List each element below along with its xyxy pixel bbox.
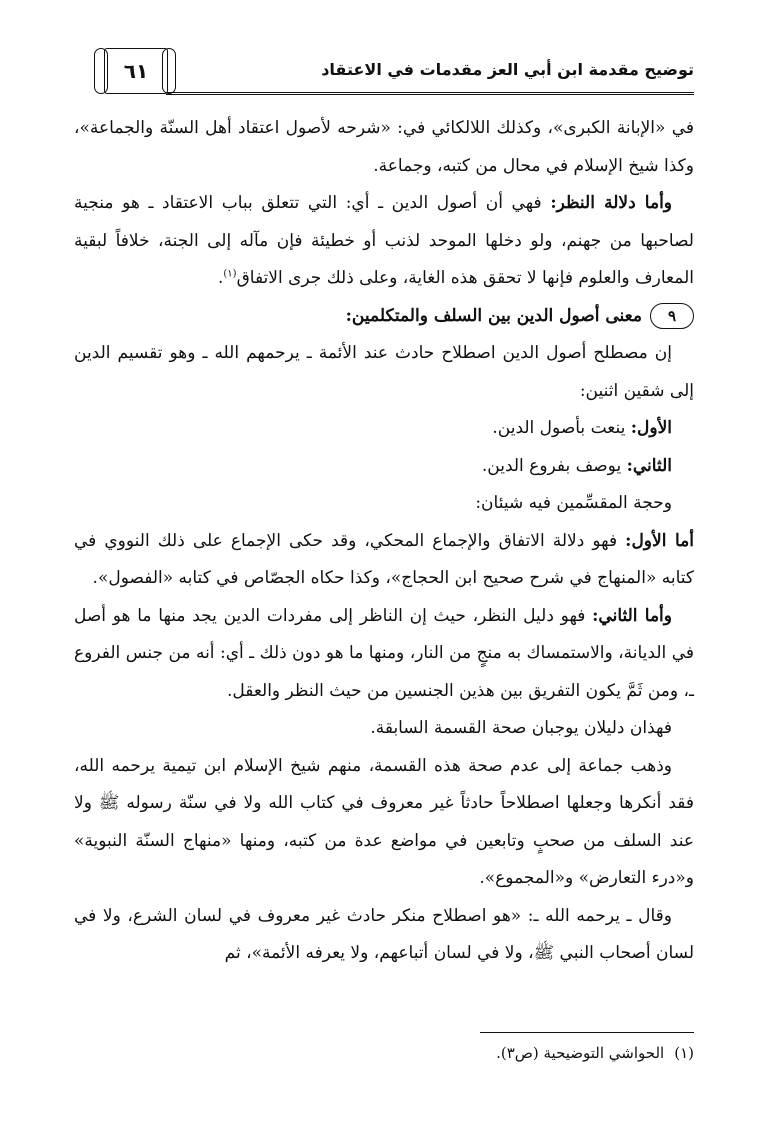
list-item-first bbox=[74, 410, 694, 448]
paragraph-5 bbox=[74, 523, 694, 598]
list-item-second bbox=[74, 448, 694, 486]
main-text bbox=[74, 110, 694, 973]
paragraph-4: وحجة المقسِّمين فيه شيئان: bbox=[475, 493, 672, 513]
paragraph-2-lead: وأما دلالة النظر: bbox=[550, 193, 672, 213]
first-lead: الأول: bbox=[630, 418, 672, 438]
paragraph-6-lead: وأما الثاني: bbox=[592, 605, 672, 626]
paragraph-5-lead: أما الأول: bbox=[625, 530, 695, 551]
footnote-number: (١) bbox=[674, 1044, 694, 1062]
second-text: يوصف بفروع الدين. bbox=[481, 455, 627, 476]
paragraph-2 bbox=[74, 185, 694, 298]
paragraph-5-text: فهو دلالة الاتفاق والإجماع المحكي، وقد حكى الإجماع على ذلك النووي في كتابه «المنهاج في شرح صحيح ابن الحجاج»، وكذا حكاه الجصّاص في كتابه «الفصول». bbox=[74, 530, 694, 588]
footnote-text: الحواشي التوضيحية (ص٣). bbox=[496, 1044, 665, 1062]
paragraph-2-text: فهي أن أصول الدين ـ أي: التي تتعلق بباب الاعتقاد ـ هو منجية لصاحبها من جهنم، ولو دخلها الموحد لذنب أو خطيئة فإن مآله إلى الجنة، خلافاً لبقية المعارف والعلوم فإنها لا تحقق هذه الغاية، وعلى ذلك جرى الاتفاق bbox=[74, 193, 694, 288]
page-header bbox=[76, 44, 694, 96]
section-heading bbox=[74, 298, 694, 336]
section-number-badge: ٩ bbox=[650, 303, 694, 329]
paragraph-3: إن مصطلح أصول الدين اصطلاح حادث عند الأئمة ـ يرحمهم الله ـ وهو تقسيم الدين إلى شقين اثنين: bbox=[74, 343, 694, 401]
paragraph-8: وذهب جماعة إلى عدم صحة هذه القسمة، منهم شيخ الإسلام ابن تيمية يرحمه الله، فقد أنكرها وجعلها اصطلاحاً حادثاً غير معروف في كتاب الله ولا في سنّة رسوله ﷺ ولا عند السلف من صحبٍ وتابعين في مواضع عدة من كتبه، ومنها «منهاج السنّة النبوية» و«درء التعارض» و«المجموع». bbox=[74, 755, 694, 888]
paragraph-1: في «الإبانة الكبرى»، وكذلك اللالكائي في: «شرحه لأصول اعتقاد أهل السنّة والجماعة»، وكذا شيخ الإسلام في محال من كتبه، وجماعة. bbox=[74, 118, 694, 176]
first-text: ينعت بأصول الدين. bbox=[492, 418, 631, 438]
paragraph-6 bbox=[74, 598, 694, 711]
footnote-rule bbox=[480, 1032, 694, 1033]
paragraph-2-end: . bbox=[217, 268, 224, 288]
paragraph-7: فهذان دليلان يوجبان صحة القسمة السابقة. bbox=[370, 718, 672, 738]
second-lead: الثاني: bbox=[626, 455, 672, 476]
page-number: ٦١ bbox=[104, 48, 168, 94]
paragraph-6-text: فهو دليل النظر، حيث إن الناظر إلى مفردات الدين يجد منها ما هو أصل في الديانة، والاستمساك به منجٍ من النار، ومنها ما هو دون ذلك ـ أي: أنه من جنس الفروع ـ، ومن ثَمَّ يكون التفريق بين هذين الجنسين من حيث النظر والعقل. bbox=[74, 605, 694, 701]
footnote bbox=[496, 1040, 694, 1066]
scroll-ornament-right bbox=[162, 48, 176, 94]
footnote-reference[interactable]: (١) bbox=[223, 268, 237, 280]
running-title: توضيح مقدمة ابن أبي العز مقدمات في الاعتقاد bbox=[321, 60, 694, 79]
section-title: معنى أصول الدين بين السلف والمتكلمين: bbox=[345, 305, 642, 326]
header-rule bbox=[166, 92, 694, 95]
paragraph-9: وقال ـ يرحمه الله ـ: «هو اصطلاح منكر حادث غير معروف في لسان الشرع، ولا في لسان أصحاب النبي ﷺ، ولا في لسان أتباعهم، ولا يعرفه الأئمة»، ثم bbox=[74, 905, 694, 963]
